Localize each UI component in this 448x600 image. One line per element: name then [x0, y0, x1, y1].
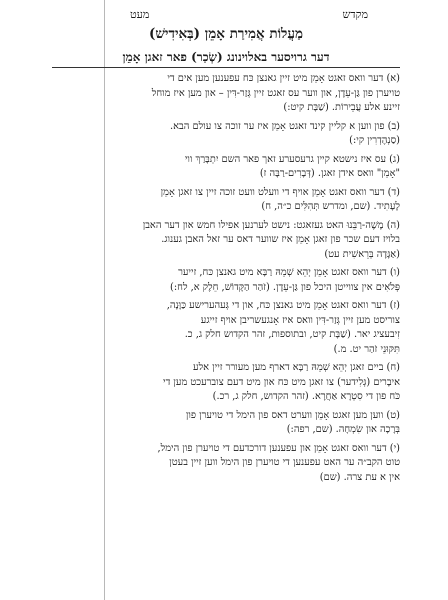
paragraph-line: "אָמֵן" וואס אידן זאגן. (דְּבָרִים-רַבָּה ז) — [259, 168, 400, 179]
paragraph-line: פְּלֹאִים אין צווייטן היכל פון גַּן-עֵדֶן. (זֹהַר הַקָּדוֹשׁ, חֵלֶק א, לח:) — [170, 281, 400, 293]
paragraph-line: בְּרָכָה און שִׂמְחָה. (שם, רפה:) — [286, 424, 400, 435]
paragraph-line: טוט הקב״ה ער האט עפענען די טויערן פון הימל ווען זיין בעטן — [169, 457, 400, 468]
paragraph — [52, 409, 400, 438]
paragraph — [52, 186, 400, 215]
paragraph — [52, 266, 400, 295]
paragraph-line: (סַנְהֶדְרִין קי:) — [349, 135, 400, 146]
paragraph — [52, 72, 400, 116]
paragraph-line: (ג) עס איז נישטא קיין גרעסערע זאך פאר השם יִתְבָּרַךְ ווי — [184, 153, 400, 165]
paragraph — [52, 299, 400, 357]
page-header — [52, 8, 400, 22]
paragraph-line: (י) דער וואס זאגט אָמֵן און עפענען דורכדעם די טויערן פון הימל, — [157, 442, 400, 454]
paragraph-line: טויערן פון גַּן-עֵדֶן, און ווער עס זאגט זיין גְּזַר-דִּין – און מען איז מוחל — [151, 87, 400, 99]
paragraph-line: לֶעָתִיד. (שם, ומדרש תְּהִלִּים כ״ה, ח) — [261, 201, 400, 212]
paragraph-line: (ד) דער וואס זאגט אָמֵן אויף די וועלט וועט זוכה זיין צו זאגן אָמֵן — [160, 186, 400, 198]
paragraph-line: כֹּח פון די סִטְרָא אַחֲרָא. (זהר הקדוש, חלק ג, רכ.) — [212, 391, 400, 402]
paragraph — [52, 153, 400, 182]
header-left: מעט — [130, 8, 150, 21]
paragraph-line: איבָרים (גְּלִידער) צו זאגן מיט כּח און מיט דעם צוברעכט מען די — [163, 376, 400, 388]
paragraph-line: (ז) דער וואס זאגט אָמֵן מיט גאנצן כּח, און די גְּעהערישע כַּוָּנָה, — [166, 300, 400, 311]
paragraph — [52, 120, 400, 149]
paragraph-line: (ח) ביים זאגן יְהֵא שְׁמֵהּ רַבָּא דארף מען מעורר זיין אלע — [193, 362, 400, 373]
paragraph-line: צוריסט מען זיין גְּזַר-דִּין וואס איז אָנגעשריבן אויף זייגע — [200, 314, 400, 326]
paragraph-line: (ה) מֶשֶׁה-רַבֵּנוּ האט געזאגט: נישט לערנען אפילו חמש און דער האבן — [142, 219, 400, 231]
paragraph-line: (ו) דער וואס זאגט אָמֵן יְהֵא שְׁמֵהּ רַבָּא מיט גאנצן כּח, זייער — [178, 267, 400, 278]
section-subtitle: דער גרויסער באלוינונג (שְׂכַר) פאר זאגן אָמֵן — [52, 50, 400, 68]
paragraph-line: בלויז דעם שכר פון זאגן אָמֵן איז שווער דאס ער זאל האבן גענוג. — [161, 234, 400, 245]
paragraph-line: (ט) ווען מען זאגט אָמֵן ווערט דאס פון הימל די טויערן פון — [185, 409, 400, 421]
header-right: מקדש — [342, 8, 368, 21]
paragraph-line: זִיבעציג יאר. (שַׁבָּת קיט, ובתוספות, זהר הקדוש חלק ג, כ. — [184, 329, 400, 340]
paragraph-list — [52, 72, 400, 485]
paragraph-line: אין א עת צרה. (שם) — [319, 471, 400, 483]
page-title: מַעֲלוֹת אֲמִירַת אָמֵן (בְּאִידִישׁ) — [148, 26, 303, 42]
paragraph — [52, 219, 400, 263]
paragraph-line: (ב) פון ווען א קליין קינד זאגט אָמֵן איז ער זוכה צו עולם הבא. — [170, 120, 400, 132]
paragraph — [52, 442, 400, 486]
paragraph-line: תִּקּוּנֵי זֹהַר יט. מ.) — [333, 343, 400, 355]
paragraph-line: (אַגָּדָה בְּרֵאשִׁית עט) — [324, 248, 400, 260]
paragraph — [52, 361, 400, 405]
paragraph-line: (א) דער וואס זאגט אָמֵן מיט זיין גאנצן כּח עפענען מען אים די — [167, 73, 400, 84]
paragraph-line: זיינע אלע עֲבֵירוֹת. (שַׁבָּת קיט:) — [283, 102, 400, 113]
document-page — [52, 8, 400, 485]
